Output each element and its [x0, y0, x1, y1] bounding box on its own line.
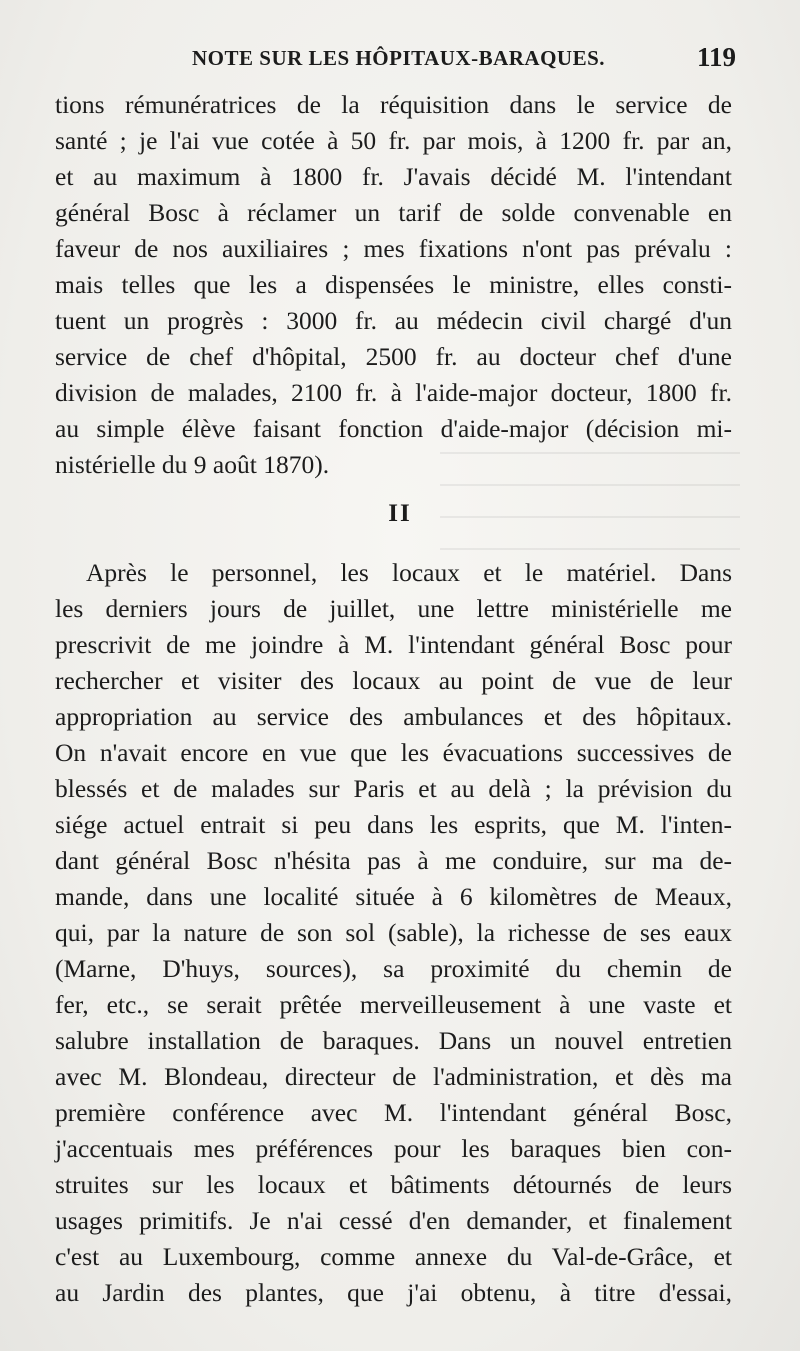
- text-line: service de chef d'hôpital, 2500 fr. au docteur chef d'une: [55, 342, 732, 371]
- text-line: struites sur les locaux et bâtiments détournés de leurs: [55, 1170, 732, 1199]
- text-line: j'accentuais mes préférences pour les baraques bien con-: [55, 1134, 732, 1163]
- text-line: mande, dans une localité située à 6 kilomètres de Meaux,: [55, 882, 732, 911]
- text-line: fer, etc., se serait prêtée merveilleusement à une vaste et: [55, 990, 732, 1019]
- page-header: [60, 40, 740, 80]
- text-line: rechercher et visiter des locaux au point de vue de leur: [55, 666, 732, 695]
- text-line: On n'avait encore en vue que les évacuations successives de: [55, 738, 732, 767]
- text-line: siége actuel entrait si peu dans les esprits, que M. l'inten-: [55, 810, 732, 839]
- text-line: les derniers jours de juillet, une lettre ministérielle me: [55, 594, 732, 623]
- text-line: faveur de nos auxiliaires ; mes fixations n'ont pas prévalu :: [55, 234, 732, 263]
- text-line: prescrivit de me joindre à M. l'intendant général Bosc pour: [55, 630, 732, 659]
- text-line: (Marne, D'huys, sources), sa proximité du chemin de: [55, 954, 732, 983]
- text-line: santé ; je l'ai vue cotée à 50 fr. par mois, à 1200 fr. par an,: [55, 126, 732, 155]
- text-line: première conférence avec M. l'intendant général Bosc,: [55, 1098, 732, 1127]
- text-line: tuent un progrès : 3000 fr. au médecin civil chargé d'un: [55, 306, 732, 335]
- text-line: au Jardin des plantes, que j'ai obtenu, à titre d'essai,: [55, 1278, 732, 1307]
- text-line: qui, par la nature de son sol (sable), la richesse de ses eaux: [55, 918, 732, 947]
- text-line: dant général Bosc n'hésita pas à me conduire, sur ma de-: [55, 846, 732, 875]
- section-numeral: II: [388, 500, 412, 527]
- text-line: tions rémunératrices de la réquisition dans le service de: [55, 90, 732, 119]
- text-line: appropriation au service des ambulances et des hôpitaux.: [55, 702, 732, 731]
- text-line: nistérielle du 9 août 1870).: [55, 450, 330, 479]
- text-line: Après le personnel, les locaux et le matériel. Dans: [86, 558, 732, 587]
- running-head: NOTE SUR LES HÔPITAUX-BARAQUES.: [192, 46, 606, 70]
- text-line: division de malades, 2100 fr. à l'aide-major docteur, 1800 fr.: [55, 378, 732, 407]
- text-line: usages primitifs. Je n'ai cessé d'en demander, et finalement: [55, 1206, 732, 1235]
- text-line: c'est au Luxembourg, comme annexe du Val-de-Grâce, et: [55, 1242, 732, 1271]
- page-number: 119: [696, 42, 736, 72]
- text-line: blessés et de malades sur Paris et au delà ; la prévision du: [55, 774, 732, 803]
- text-line: avec M. Blondeau, directeur de l'administration, et dès ma: [55, 1062, 732, 1091]
- text-line: et au maximum à 1800 fr. J'avais décidé M. l'intendant: [55, 162, 732, 191]
- text-line: général Bosc à réclamer un tarif de solde convenable en: [55, 198, 732, 227]
- text-line: mais telles que les a dispensées le ministre, elles consti-: [55, 270, 732, 299]
- text-line: au simple élève faisant fonction d'aide-major (décision mi-: [55, 414, 732, 443]
- text-line: salubre installation de baraques. Dans un nouvel entretien: [55, 1026, 732, 1055]
